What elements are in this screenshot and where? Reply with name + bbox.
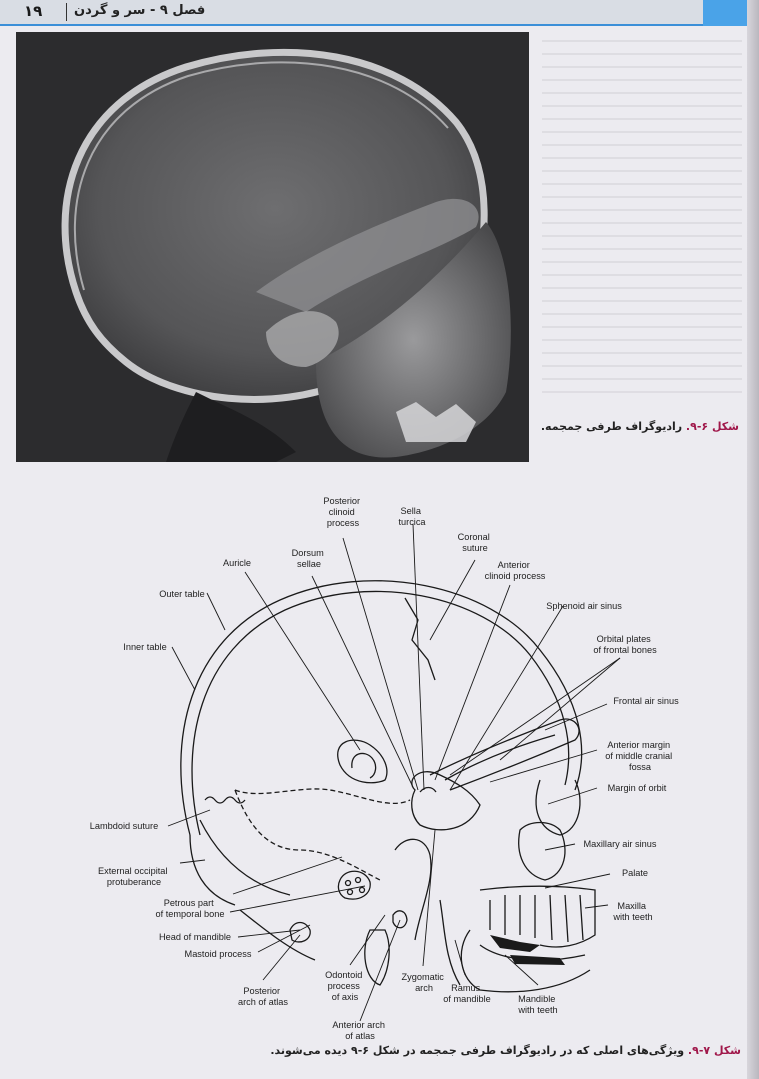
figure-7-number: شکل ۷-۹. xyxy=(687,1044,741,1057)
label-sphenoid-air-sinus: Sphenoid air sinus xyxy=(546,601,622,611)
label-frontal-air-sinus: Frontal air sinus xyxy=(613,696,679,706)
page-number: ۱۹ xyxy=(24,2,43,20)
chapter-title: فصل ۹ - سر و گردن xyxy=(74,3,206,18)
label-anterior-arch-of-atlas: Anterior arch of atlas xyxy=(332,1020,386,1040)
page-edge-shadow xyxy=(747,0,759,1079)
figure-6-number: شکل ۶-۹. xyxy=(685,420,739,433)
label-palate: Palate xyxy=(621,868,649,878)
label-auricle: Auricle xyxy=(222,558,252,568)
header-divider xyxy=(66,3,67,21)
skull-radiograph xyxy=(16,32,529,462)
label-ramus-of-mandible: Ramus of mandible xyxy=(443,983,491,1004)
label-margin-of-orbit: Margin of orbit xyxy=(607,783,667,793)
skull-line-diagram xyxy=(0,490,700,1040)
label-posterior-arch-of-atlas: Posterior arch of atlas xyxy=(237,986,289,1007)
label-petrous-part: Petrous part of temporal bone xyxy=(155,898,225,919)
teeth-dark xyxy=(490,935,565,965)
running-header xyxy=(0,0,703,26)
figure-6-text: رادیوگراف طرفی جمجمه. xyxy=(540,420,686,433)
skull-radiograph-image xyxy=(16,32,529,462)
label-external-occipital: External occipital protuberance xyxy=(97,866,168,887)
figure-7-text: ویژگی‌های اصلی که در رادیوگراف طرفی جمجمه در شکل ۶-۹ دیده می‌شوند. xyxy=(270,1044,688,1057)
label-lambdoid-suture: Lambdoid suture xyxy=(89,821,159,831)
label-coronal-suture: Coronal suture xyxy=(457,532,490,553)
figure-7-caption xyxy=(270,1044,741,1057)
label-orbital-plates: Orbital plates of frontal bones xyxy=(593,634,657,655)
label-maxilla: Maxilla with teeth xyxy=(613,901,653,922)
figure-6-caption xyxy=(541,420,739,433)
label-zygomatic-arch: Zygomatic arch xyxy=(401,972,444,993)
label-mastoid-process: Mastoid process xyxy=(184,949,252,959)
header-color-tab xyxy=(703,0,747,26)
label-dorsum-sellae: Dorsum sellae xyxy=(291,548,324,569)
label-sella-turcica: Sella turcica xyxy=(398,506,426,527)
label-odontoid-process: Odontoid process of axis xyxy=(325,970,363,1002)
label-outer-table: Outer table xyxy=(159,589,205,599)
label-head-of-mandible: Head of mandible xyxy=(158,932,232,942)
label-anterior-margin: Anterior margin of middle cranial fossa xyxy=(605,740,673,772)
label-anterior-clinoid: Anterior clinoid process xyxy=(484,560,546,581)
label-inner-table: Inner table xyxy=(123,642,167,652)
label-mandible-with-teeth: Mandible with teeth xyxy=(518,994,558,1015)
label-maxillary-air-sinus: Maxillary air sinus xyxy=(583,839,657,849)
label-posterior-clinoid: Posterior clinoid process xyxy=(323,496,361,528)
skull-outline xyxy=(181,581,595,992)
show-through-text xyxy=(542,40,742,420)
